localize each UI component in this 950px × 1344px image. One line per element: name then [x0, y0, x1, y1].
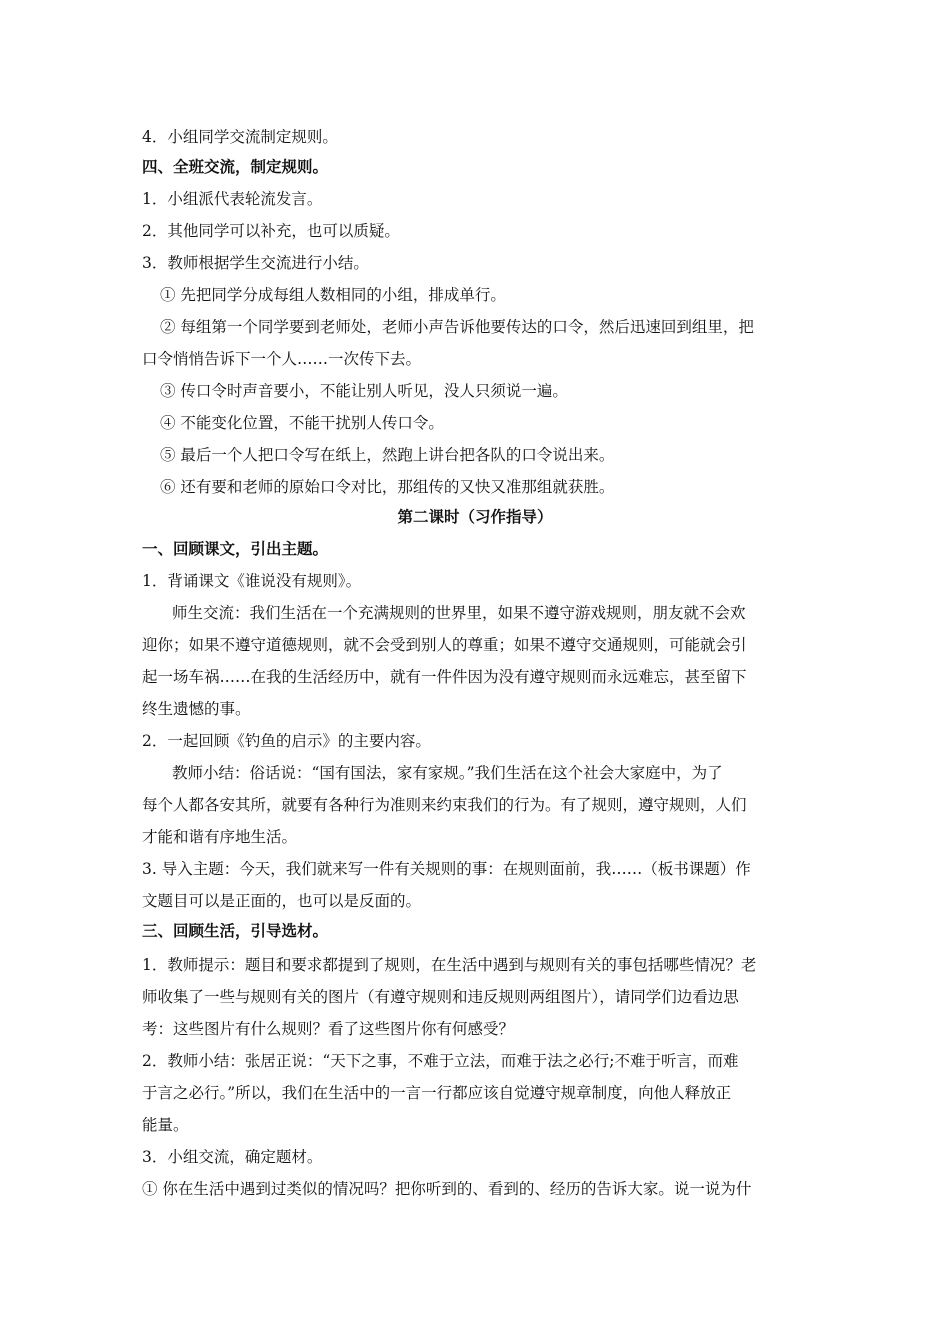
lesson-title: 第二课时（习作指导）: [397, 507, 553, 526]
list-item: 1．教师提示：题目和要求都提到了规则，在生活中遇到与规则有关的事包括哪些情况？老: [142, 956, 757, 974]
rule-item: ① 先把同学分成每组人数相同的小组，排成单行。: [160, 286, 506, 304]
list-item: 1．小组派代表轮流发言。: [142, 190, 323, 208]
list-item: ① 你在生活中遇到过类似的情况吗？把你听到的、看到的、经历的告诉大家。说一说为什: [142, 1180, 752, 1198]
list-item: 2．其他同学可以补充，也可以质疑。: [142, 222, 400, 240]
list-item: 3．教师根据学生交流进行小结。: [142, 254, 369, 272]
paragraph-line: 师收集了一些与规则有关的图片（有遵守规则和违反规则两组图片），请同学们边看边思: [142, 988, 739, 1006]
section-heading: 一、回顾课文，引出主题。: [142, 539, 329, 558]
rule-item: ⑥ 还有要和老师的原始口令对比，那组传的又快又准那组就获胜。: [160, 478, 615, 496]
paragraph-line: 于言之必行。”所以，我们在生活中的一言一行都应该自觉遵守规章制度，向他人释放正: [142, 1084, 732, 1102]
rule-item: ④ 不能变化位置，不能干扰别人传口令。: [160, 414, 444, 432]
list-item: 3．小组交流，确定题材。: [142, 1148, 323, 1166]
paragraph-line: 口令悄悄告诉下一个人……一次传下去。: [142, 350, 422, 368]
paragraph-line: 文题目可以是正面的，也可以是反面的。: [142, 892, 422, 910]
rule-item: ⑤ 最后一个人把口令写在纸上，然跑上讲台把各队的口令说出来。: [160, 446, 615, 464]
rule-item: ② 每组第一个同学要到老师处，老师小声告诉他要传达的口令，然后迅速回到组里，把: [160, 318, 754, 336]
section-heading: 四、全班交流，制定规则。: [142, 157, 329, 176]
rule-item: ③ 传口令时声音要小，不能让别人听见，没人只须说一遍。: [160, 382, 568, 400]
paragraph-line: 终生遗憾的事。: [142, 700, 251, 718]
paragraph-line: 迎你；如果不遵守道德规则，就不会受到别人的尊重；如果不遵守交通规则，可能就会引: [142, 636, 747, 654]
paragraph-line: 师生交流：我们生活在一个充满规则的世界里，如果不遵守游戏规则，朋友就不会欢: [172, 604, 746, 622]
paragraph-line: 才能和谐有序地生活。: [142, 828, 298, 846]
paragraph-line: 起一场车祸……在我的生活经历中，就有一件件因为没有遵守规则而永远难忘，甚至留下: [142, 668, 747, 686]
paragraph-line: 每个人都各安其所，就要有各种行为准则来约束我们的行为。有了规则，遵守规则，人们: [142, 796, 747, 814]
list-item: 4．小组同学交流制定规则。: [142, 128, 338, 146]
list-item: 1．背诵课文《谁说没有规则》。: [142, 572, 362, 590]
paragraph-line: 考：这些图片有什么规则？看了这些图片你有何感受？: [142, 1020, 515, 1038]
list-item: 2．教师小结：张居正说：“天下之事，不难于立法，而难于法之必行;不难于听言，而难: [142, 1052, 739, 1070]
paragraph-line: 能量。: [142, 1116, 189, 1134]
list-item: 2．一起回顾《钓鱼的启示》的主要内容。: [142, 732, 431, 750]
list-item: 3. 导入主题：今天，我们就来写一件有关规则的事：在规则面前，我……（板书课题）作: [142, 860, 751, 878]
paragraph-line: 教师小结：俗话说：“国有国法，家有家规。”我们生活在这个社会大家庭中，为了: [172, 764, 723, 782]
section-heading: 三、回顾生活，引导选材。: [142, 921, 329, 940]
